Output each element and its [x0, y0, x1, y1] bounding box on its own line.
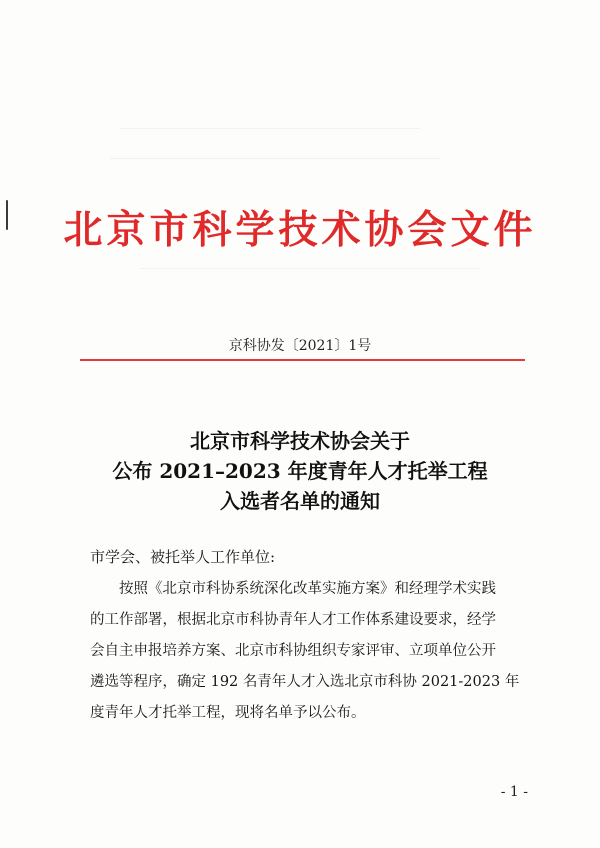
- faint-bleed-line: [120, 128, 420, 129]
- page-number: - 1 -: [500, 784, 528, 800]
- body-line: 度青年人才托举工程，现将名单予以公布。: [90, 705, 366, 721]
- body-line: 按照《北京市科协系统深化改革实施方案》和经理学术实践: [119, 581, 496, 597]
- body-line: 遴选等程序，确定 192 名青年人才入选北京市科协 2021-2023 年: [90, 674, 520, 690]
- red-separator-rule: [80, 359, 525, 361]
- document-number: 京科协发〔2021〕1号: [228, 338, 372, 354]
- salutation: 市学会、被托举人工作单位:: [90, 548, 276, 566]
- issuer-masthead: 北京市科学技术协会文件: [63, 207, 537, 253]
- body-paragraph: [90, 574, 530, 729]
- notice-title: [0, 426, 600, 516]
- faint-bleed-line: [110, 158, 440, 159]
- title-line: 北京市科学技术协会关于: [190, 429, 410, 453]
- title-line: 公布 2021–2023 年度青年人才托举工程: [112, 459, 488, 483]
- faint-bleed-line: [140, 268, 480, 269]
- title-line: 入选者名单的通知: [220, 489, 380, 513]
- body-line: 会自主申报培养方案、北京市科协组织专家评审、立项单位公开: [90, 643, 496, 659]
- body-line: 的工作部署，根据北京市科协青年人才工作体系建设要求，经学: [90, 612, 496, 628]
